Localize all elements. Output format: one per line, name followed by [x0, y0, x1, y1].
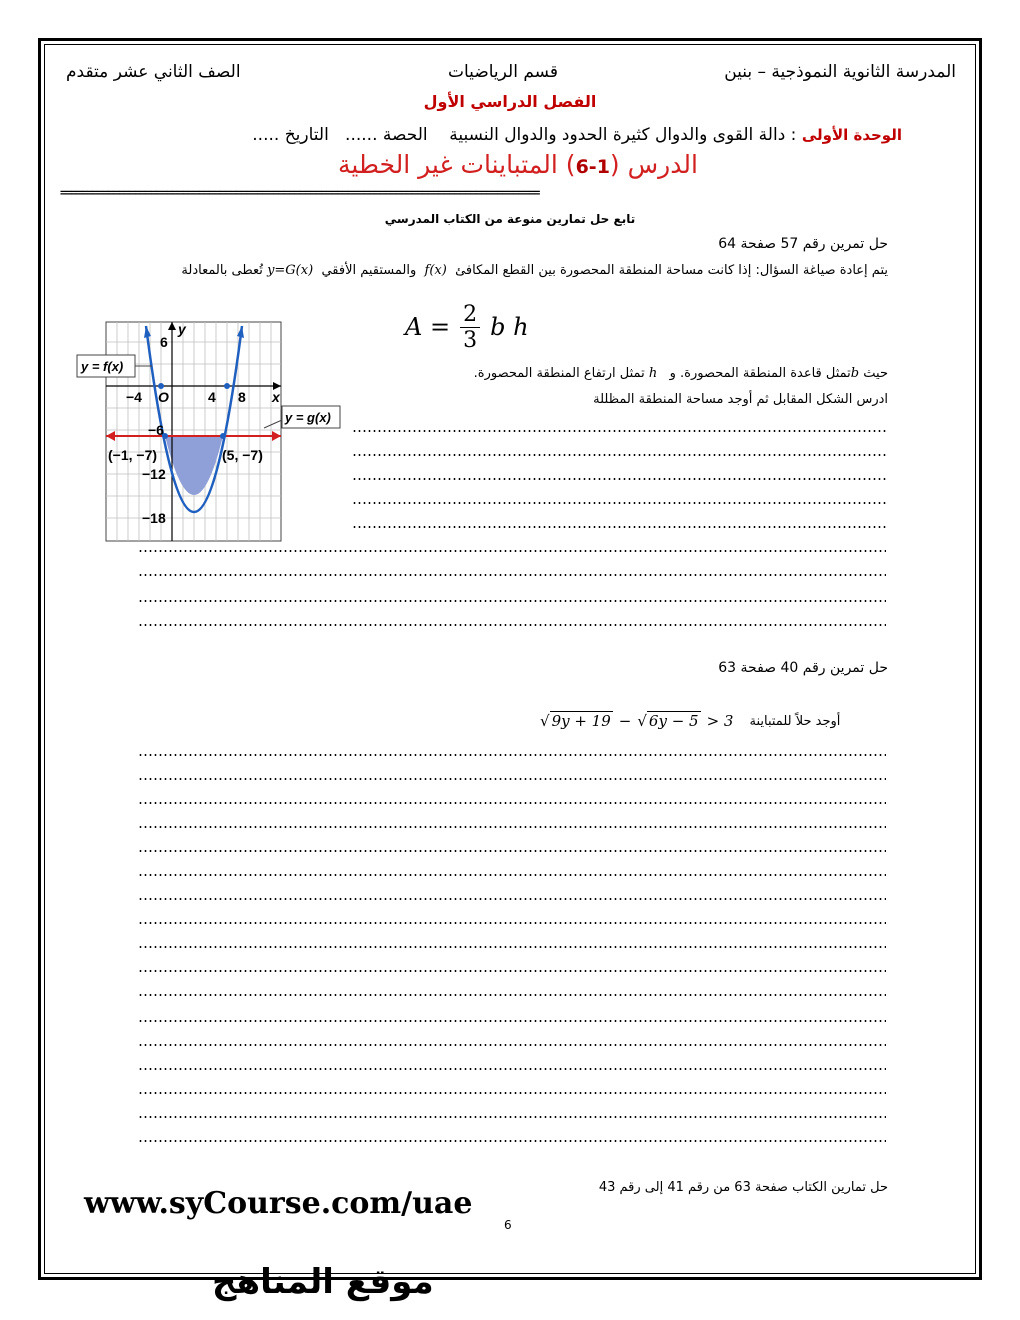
ex1-statement-c: تُعطى بالمعادلة [181, 263, 263, 278]
semester-title: الفصل الدراسي الأول [423, 92, 597, 111]
lesson-title-line [338, 150, 698, 179]
tick-x-8: 8 [238, 389, 246, 405]
answer-line [352, 526, 886, 528]
answer-line [352, 502, 886, 504]
ex2-title: حل تمرين رقم 40 صفحة 63 [718, 660, 888, 676]
answer-line [138, 624, 886, 626]
answer-line [138, 1140, 886, 1142]
tick-y-neg18: −18 [142, 510, 166, 526]
period-field: الحصة ...... [345, 125, 428, 145]
answer-line [138, 1116, 886, 1118]
answer-line [138, 574, 886, 576]
ex1-statement-b: والمستقيم الأفقي [321, 263, 417, 278]
ex2-minus: − [618, 712, 632, 730]
answer-line [138, 874, 886, 876]
ex1-statement [181, 263, 888, 278]
answer-line [138, 1044, 886, 1046]
ex1-statement-a: يتم إعادة صياغة السؤال: إذا كانت مساحة المنطقة المحصورة بين القطع المكافئ [455, 263, 888, 278]
unit-title: : دالة القوى والدوال كثيرة الحدود والدوال النسبية [449, 125, 797, 145]
ex2-prompt: أوجد حلاً للمتباينة [749, 713, 841, 729]
point-intersect-right [220, 433, 226, 439]
answer-line [352, 478, 886, 480]
sqrt-term-a: √ 9y + 19 [540, 712, 611, 730]
ex1-where-d: h [648, 366, 658, 381]
tick-x-neg4: −4 [126, 389, 142, 405]
ex1-fx: f(x) [424, 263, 447, 278]
answer-line [138, 850, 886, 852]
tick-x-4: 4 [208, 389, 216, 405]
formula-fraction [460, 302, 480, 353]
axis-y-label: y [178, 321, 186, 337]
axis-x-label: x [272, 389, 280, 405]
sqrt-b-body: 6y − 5 [648, 712, 699, 730]
answer-line [138, 600, 886, 602]
ex1-where-b: b [850, 366, 860, 381]
ex3-title: حل تمارين الكتاب صفحة 63 من رقم 41 إلى رقم 43 [598, 1180, 888, 1195]
answer-line [352, 430, 886, 432]
lesson-number: 1-6 [575, 156, 610, 178]
answer-line [138, 826, 886, 828]
lesson-paren-open: ( [609, 150, 620, 179]
answer-line [352, 454, 886, 456]
area-formula [405, 292, 529, 362]
answer-line [138, 802, 886, 804]
answer-line [138, 946, 886, 948]
ex1-where [474, 366, 888, 381]
ex1-instruction: ادرس الشكل المقابل ثم أوجد مساحة المنطقة المظللة [593, 392, 888, 407]
point-root-right [224, 383, 230, 389]
sqrt-term-b: √ 6y − 5 [637, 712, 699, 730]
formula-rhs: b h [490, 313, 529, 341]
ex2-rhs: > 3 [706, 712, 734, 730]
ex1-where-c: تمثل قاعدة المنطقة المحصورة. و [669, 366, 851, 381]
answer-line [138, 970, 886, 972]
date-field: التاريخ ..... [252, 125, 329, 145]
answer-line [138, 898, 886, 900]
sqrt-a-body: 9y + 19 [551, 712, 611, 730]
school-name: المدرسة الثانوية النموذجية – بنين [724, 62, 956, 82]
site-url: www.syCourse.com/uae [84, 1186, 473, 1221]
answer-line [138, 550, 886, 552]
department-name: قسم الرياضيات [448, 62, 558, 82]
tick-y-neg6: −6 [148, 422, 164, 438]
point-left-label: (−1, −7) [108, 447, 158, 463]
parabola-graph [74, 318, 344, 546]
lesson-title: المتباينات غير الخطية [338, 150, 558, 179]
formula-lhs: A = [405, 313, 451, 341]
page-number: 6 [504, 1218, 512, 1232]
origin-label: O [158, 389, 169, 405]
tick-y-neg12: −12 [142, 466, 166, 482]
header-separator: ========================================================================================== [60, 186, 540, 199]
page-border-inner [44, 44, 976, 1274]
answer-line [138, 1020, 886, 1022]
answer-line [138, 922, 886, 924]
unit-label: الوحدة الأولى [801, 126, 902, 144]
tick-y-6: 6 [160, 334, 168, 350]
label-f: y = f(x) [81, 359, 124, 374]
site-name-arabic: موقع المناهج [212, 1262, 434, 1302]
lesson-word: الدرس [627, 150, 698, 179]
grade-name: الصف الثاني عشر متقدم [66, 62, 241, 82]
answer-line [138, 1068, 886, 1070]
answer-line [138, 778, 886, 780]
ex2-problem [540, 712, 840, 730]
ex1-where-a: حيث [863, 366, 888, 381]
ex1-gx: y=G(x) [267, 263, 314, 278]
formula-denominator: 3 [463, 327, 478, 353]
ex1-where-e: تمثل ارتفاع المنطقة المحصورة. [473, 366, 645, 381]
formula-numerator: 2 [463, 301, 478, 327]
answer-line [138, 754, 886, 756]
unit-line [252, 125, 902, 145]
label-g: y = g(x) [285, 410, 331, 425]
point-right-label: (5, −7) [222, 447, 263, 463]
intro-line: تابع حل تمارين منوعة من الكتاب المدرسي [384, 212, 636, 226]
answer-line [138, 1092, 886, 1094]
answer-line [138, 994, 886, 996]
lesson-paren-close: ) [565, 150, 576, 179]
ex1-title: حل تمرين رقم 57 صفحة 64 [718, 236, 888, 252]
